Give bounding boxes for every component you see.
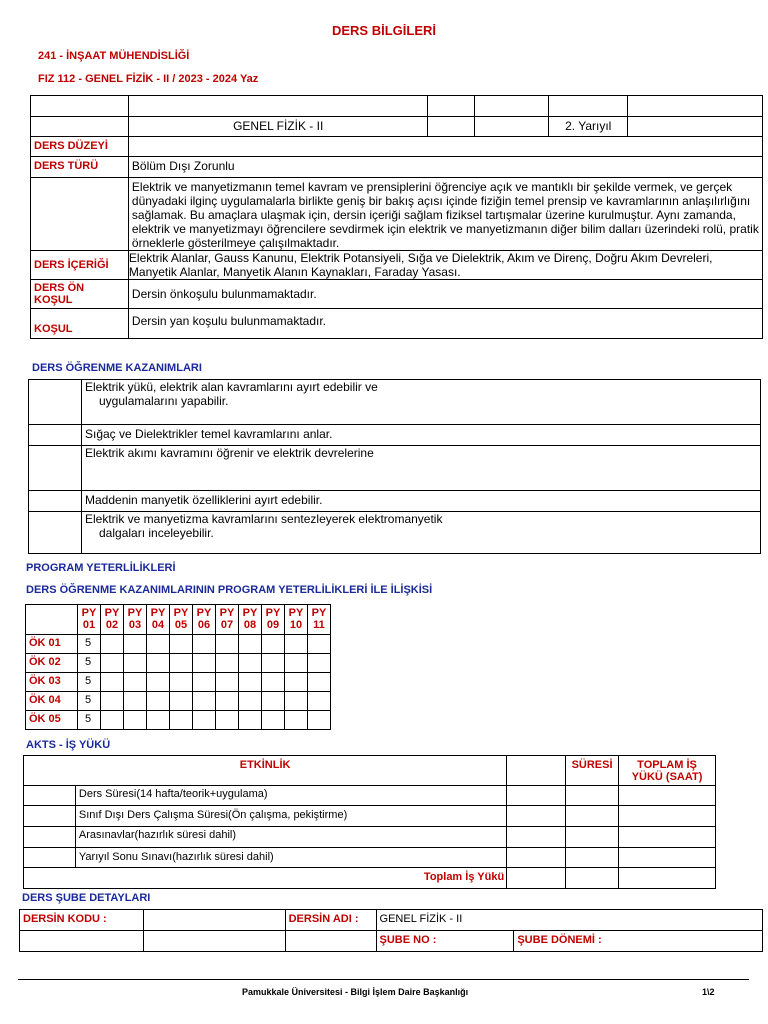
py-header-num: 04: [151, 619, 165, 631]
content-text: Elektrik Alanlar, Gauss Kanunu, Elektrik Potansiyeli, Sığa ve Dielektrik, Akım ve Direnç, Doğru Akım Devreleri, Manyetik Alanlar, Manyetik Alanın Kaynakları, Faraday Yasası.: [128, 251, 762, 280]
ok-row: [26, 654, 331, 673]
name-label: DERSİN ADI :: [285, 910, 376, 931]
total-header-2: YÜKÜ (SAAT): [631, 771, 703, 783]
outcome-text: Elektrik ve manyetizma kavramlarını sentezleyerek elektromanyetik: [85, 512, 443, 526]
py-header-num: 09: [266, 619, 280, 631]
py-header: PY: [288, 607, 304, 619]
py-header: PY: [196, 607, 212, 619]
outcomes-table: [28, 379, 761, 554]
objective-text: Elektrik ve manyetizmanın temel kavram ve prensiplerini öğrenciye açık ve mantıklı bir şekilde vermek, ve gerçek dünyadaki ilginç uygulamalarla birlikte geniş bir bakış açısı içinde fiziğin temel prensip ve kavramlarının anlaşılırlığını sağlamak. Bu amaçlara ulaşmak için, dersin içeriği sağlam fiziksel tartışmalar üzerine kurulmuştur. Aynı zamanda, elektrik ve manyetizmayı öğrencilere sevdirmek için elektrik ve manyetizmanın diğer bilim dalları üzerindeki rolü, pratik örneklerle gösterilmeye çalışılmaktadır.: [128, 178, 762, 251]
prereq-label: DERS ÖN KOŞUL: [31, 280, 129, 309]
outcome-text-cont: uygulamalarını yapabilir.: [99, 394, 229, 408]
ok-row: [26, 635, 331, 654]
outcome-row: [29, 425, 761, 446]
py-header-num: 01: [82, 619, 96, 631]
py-header: PY: [150, 607, 166, 619]
outcome-row: [29, 491, 761, 512]
department-name: 241 - İNŞAAT MÜHENDİSLİĞİ: [38, 50, 190, 62]
course-name-cell: GENEL FİZİK - II: [128, 117, 428, 137]
ok-label: ÖK 04: [26, 692, 78, 711]
ok-value: 5: [78, 635, 101, 654]
program-title: PROGRAM YETERLİLİKLERİ: [26, 562, 176, 574]
term-label: ŞUBE DÖNEMİ :: [514, 931, 763, 952]
page-number: 1\2: [702, 987, 715, 997]
py-header-num: 03: [128, 619, 142, 631]
course-line: FIZ 112 - GENEL FİZİK - II / 2023 - 2024 Yaz: [38, 73, 259, 85]
coreq-label: KOŞUL: [31, 309, 129, 339]
outcome-row: [29, 512, 761, 554]
py-header-num: 08: [243, 619, 257, 631]
page-title: DERS BİLGİLERİ: [331, 23, 436, 38]
akts-activity: Arasınavlar(hazırlık süresi dahil): [75, 827, 506, 848]
outcome-text-cont: dalgaları inceleyebilir.: [99, 526, 214, 540]
akts-activity: Sınıf Dışı Ders Çalışma Süresi(Ön çalışma, pekiştirme): [75, 806, 506, 827]
semester-cell: 2. Yarıyıl: [549, 117, 628, 137]
outcome-text: Maddenin manyetik özelliklerini ayırt edebilir.: [85, 493, 323, 507]
outcome-row: [29, 380, 761, 425]
akts-activity: Ders Süresi(14 hafta/teorik+uygulama): [75, 786, 506, 806]
ok-row: [26, 673, 331, 692]
akts-row: [24, 827, 716, 848]
py-header-num: 05: [174, 619, 188, 631]
ok-label: ÖK 02: [26, 654, 78, 673]
prereq-text: Dersin önkoşulu bulunmamaktadır.: [128, 280, 762, 309]
py-header-num: 10: [289, 619, 303, 631]
ok-value: 5: [78, 692, 101, 711]
total-workload-label: Toplam İş Yükü: [24, 868, 507, 889]
py-matrix: [25, 604, 331, 730]
coreq-text: Dersin yan koşulu bulunmamaktadır.: [128, 309, 762, 339]
outcome-text: Elektrik akımı kavramını öğrenir ve elektrik devrelerine: [85, 446, 374, 460]
outcomes-title: DERS ÖĞRENME KAZANIMLARI: [32, 362, 202, 374]
ok-row: [26, 711, 331, 730]
py-header-num: 07: [220, 619, 234, 631]
ok-value: 5: [78, 654, 101, 673]
name-value: GENEL FİZİK - II: [376, 910, 762, 931]
py-header: PY: [311, 607, 327, 619]
akts-title: AKTS - İŞ YÜKÜ: [26, 739, 111, 751]
ok-row: [26, 692, 331, 711]
py-header-num: 06: [197, 619, 211, 631]
akts-activity: Yarıyıl Sonu Sınavı(hazırlık süresi dahil): [75, 848, 506, 868]
py-header: PY: [104, 607, 120, 619]
outcome-row: [29, 446, 761, 491]
course-info-table: [30, 95, 763, 339]
akts-row: [24, 806, 716, 827]
py-header: PY: [81, 607, 97, 619]
branch-table: [19, 909, 763, 952]
py-header-num: 02: [105, 619, 119, 631]
content-label: DERS İÇERİĞİ: [31, 251, 129, 280]
py-header: PY: [127, 607, 143, 619]
ok-label: ÖK 03: [26, 673, 78, 692]
ok-value: 5: [78, 673, 101, 692]
footer-divider: [18, 979, 749, 980]
py-header: PY: [173, 607, 189, 619]
level-label: DERS DÜZEYİ: [31, 137, 129, 157]
code-label: DERSİN KODU :: [20, 910, 144, 931]
outcome-text: Elektrik yükü, elektrik alan kavramlarını ayırt edebilir ve: [85, 380, 378, 394]
py-header: PY: [219, 607, 235, 619]
relation-title: DERS ÖĞRENME KAZANIMLARININ PROGRAM YETERLİLİKLERİ İLE İLİŞKİSİ: [26, 584, 433, 596]
branch-title: DERS ŞUBE DETAYLARI: [22, 892, 151, 904]
activity-header: ETKİNLİK: [24, 756, 507, 786]
ok-label: ÖK 05: [26, 711, 78, 730]
type-label: DERS TÜRÜ: [31, 157, 129, 178]
py-header: PY: [242, 607, 258, 619]
py-header: PY: [265, 607, 281, 619]
akts-table: [23, 755, 716, 889]
total-header: TOPLAM İŞ: [637, 759, 697, 771]
duration-header: SÜRESİ: [566, 756, 619, 786]
footer-org: Pamukkale Üniversitesi - Bilgi İşlem Daire Başkanlığı: [242, 987, 469, 997]
akts-row: [24, 786, 716, 806]
outcome-text: Sığaç ve Dielektrikler temel kavramlarını anlar.: [85, 427, 333, 441]
section-label: ŞUBE NO :: [376, 931, 514, 952]
ok-label: ÖK 01: [26, 635, 78, 654]
type-value: Bölüm Dışı Zorunlu: [128, 157, 762, 178]
py-header-num: 11: [313, 619, 325, 631]
akts-row: [24, 848, 716, 868]
ok-value: 5: [78, 711, 101, 730]
